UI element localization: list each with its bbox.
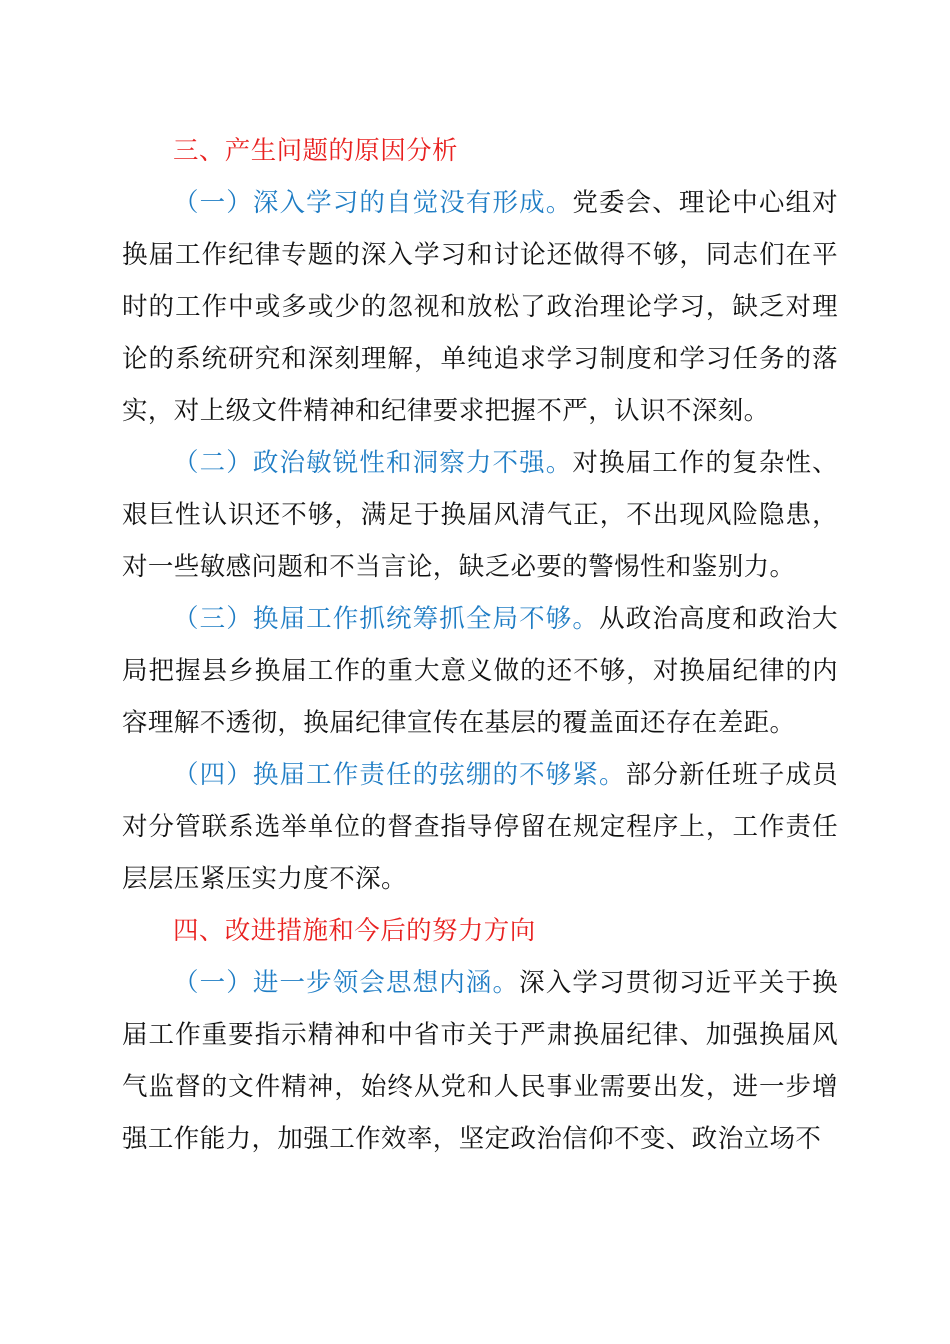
- section-heading-4: 四、改进措施和今后的努力方向: [173, 916, 536, 946]
- section-heading-3: 三、产生问题的原因分析: [173, 136, 458, 166]
- paragraph-text-3-4: 部分新任班子成员对分管联系选举单位的督查指导停留在规定程序上，工作责任层层压紧压实力度不深。: [122, 760, 838, 894]
- document-body: [122, 125, 838, 1165]
- subheading-3-2: （二）政治敏锐性和洞察力不强。: [173, 448, 573, 478]
- paragraph-3-2: [122, 437, 838, 593]
- paragraph-text-3-1: 党委会、理论中心组对换届工作纪律专题的深入学习和讨论还做得不够，同志们在平时的工作中或多或少的忽视和放松了政治理论学习，缺乏对理论的系统研究和深刻理解，单纯追求学习制度和学习任务的落实，对上级文件精神和纪律要求把握不严，认识不深刻。: [122, 188, 838, 426]
- paragraph-text-3-3: 从政治高度和政治大局把握县乡换届工作的重大意义做的还不够，对换届纪律的内容理解不透彻，换届纪律宣传在基层的覆盖面还存在差距。: [122, 604, 838, 738]
- paragraph-text-3-2: 对换届工作的复杂性、艰巨性认识还不够，满足于换届风清气正，不出现风险隐患，对一些敏感问题和不当言论，缺乏必要的警惕性和鉴别力。: [122, 448, 838, 582]
- paragraph-3-1: [122, 177, 838, 437]
- subheading-3-4: （四）换届工作责任的弦绷的不够紧。: [173, 760, 626, 790]
- paragraph-4-1: [122, 957, 838, 1165]
- paragraph-text-4-1: 深入学习贯彻习近平关于换届工作重要指示精神和中省市关于严肃换届纪律、加强换届风气监督的文件精神，始终从党和人民事业需要出发，进一步增强工作能力，加强工作效率，坚定政治信仰不变、政治立场不: [122, 968, 838, 1154]
- paragraph-3-4: [122, 749, 838, 905]
- subheading-3-1: （一）深入学习的自觉没有形成。: [173, 188, 573, 218]
- subheading-3-3: （三）换届工作抓统筹抓全局不够。: [173, 604, 600, 634]
- paragraph-3-3: [122, 593, 838, 749]
- subheading-4-1: （一）进一步领会思想内涵。: [173, 968, 520, 998]
